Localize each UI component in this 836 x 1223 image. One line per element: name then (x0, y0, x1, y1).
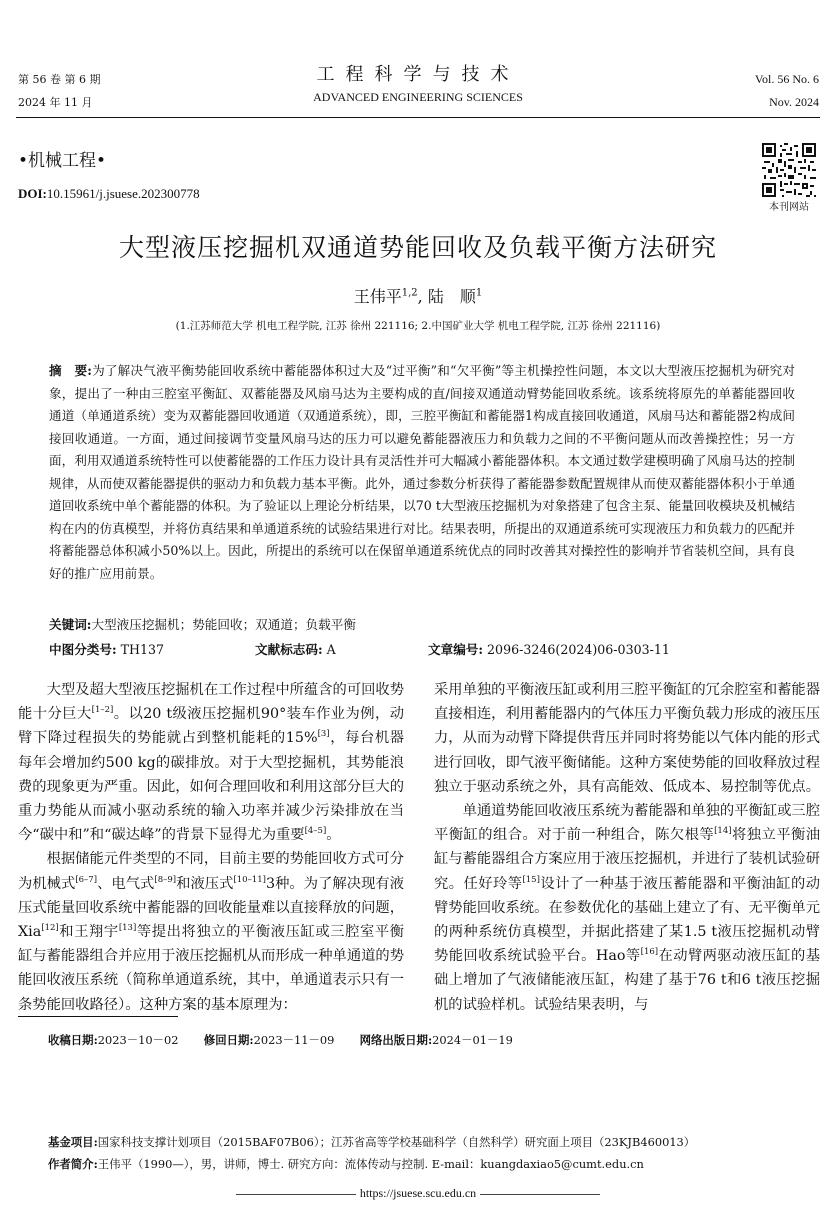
footer-url[interactable]: https://jsuese.scu.edu.cn (359, 1186, 477, 1200)
received-date: 2023－10－02 (97, 1033, 179, 1047)
date-en: Nov. 2024 (769, 95, 819, 109)
section-label: •机械工程• (18, 151, 107, 171)
received-label: 收稿日期: (48, 1033, 98, 1047)
abstract (49, 360, 795, 585)
body-column-right (434, 678, 820, 1017)
fund-footnote (48, 1134, 695, 1150)
body-paragraph: 大型及超大型液压挖掘机在工作过程中所蕴含的可回收势能十分巨大[1–2]。以20 t级液压挖掘机90°装车作业为例，动臂下降过程损失的势能就占到整机能耗的15%[3]，每台机器每年会增加约500 kg的碳排放。对于大型挖掘机，其势能浪费的现象更为严重。因此，如何合理回收和利用这部分巨大的重力势能从而减小驱动系统的输入功率并减少污染排放在当今“碳中和”和“碳达峰”的背景下显得尤为重要[4–5]。 (18, 682, 405, 844)
author-list: 王伟平$^{1,2}$, 陆 顺$^1$ (353, 287, 483, 306)
page-footer (0, 1186, 836, 1201)
citation[interactable]: [3] (317, 729, 330, 740)
header-right (755, 68, 819, 114)
body-column-left (18, 678, 404, 1017)
citation[interactable]: [15] (522, 874, 540, 885)
header-left (18, 68, 100, 114)
body-paragraph: 根据储能元件类型的不同，目前主要的势能回收方式可分为机械式[6–7]、电气式[8–9]和液压式[10–11]3种。为了解决现有液压式能量回收系统中蓄能器的回收能量难以直接释放的问题，Xia[12]和王翔宇[13]等提出将独立的平衡液压缸或三腔室平衡缸与蓄能器组合并应用于液压挖掘机从而形成一种单通道的势能回收液压系统（简称单通道系统，其中，单通道表示只有一条势能回收路径）。这种方案的基本原理为： (18, 851, 405, 1013)
author-bio-footnote (48, 1156, 644, 1172)
fund-text: 国家科技支撑计划项目（2015BAF07B06）；江苏省高等学校基础科学（自然科学）研究面上项目（23KJB460013） (97, 1135, 696, 1149)
article-number-value: 2096-3246(2024)06-0303-11 (487, 642, 670, 657)
keywords-text: 大型液压挖掘机；势能回收；双通道；负载平衡 (91, 617, 356, 632)
dates-footnote (48, 1032, 513, 1048)
clc-value: TH137 (120, 642, 165, 657)
citation[interactable]: [1–2] (91, 705, 114, 716)
citation[interactable]: [13] (118, 923, 137, 934)
online-date: 2024－01－19 (432, 1033, 513, 1047)
citation[interactable]: [8–9] (154, 874, 177, 885)
citation[interactable]: [14] (714, 826, 732, 837)
doi-line[interactable] (18, 186, 200, 202)
clc-label: 中图分类号: (49, 642, 117, 657)
affiliations: (1.江苏师范大学 机电工程学院, 江苏 徐州 221116; 2.中国矿业大学 机电工程学院, 江苏 徐州 221116) (175, 320, 661, 332)
keywords-label: 关键词: (49, 617, 92, 632)
volume-issue-cn: 第 56 卷 第 6 期 (18, 73, 101, 86)
abstract-text: 为了解决气液平衡势能回收系统中蓄能器体积过大及“过平衡”和“欠平衡”等主机操控性问题，本文以大型液压挖掘机为研究对象，提出了一种由三腔室平衡缸、双蓄能器及风扇马达为主要构成的直/间接双通道动臂势能回收系统。该系统将原先的单蓄能器回收通道（单通道系统）变为双蓄能器回收通道（双通道系统），即，三腔平衡缸和蓄能器1构成直接回收通道，风扇马达和蓄能器2构成间接回收通道。一方面，通过间接调节变量风扇马达的压力可以避免蓄能器液压力和负载力之间的不平衡问题从而改善操控性；另一方面，利用双通道系统特性可以使蓄能器的工作压力设计具有灵活性并可大幅减小蓄能器体积。本文通过数学建模明确了风扇马达的控制规律，从而使双蓄能器提供的驱动力和负载力基本平衡。此外，通过参数分析获得了蓄能器参数配置规律从而使双蓄能器体积小于单通道回收系统中单个蓄能器的体积。为了验证以上理论分析结果，以70 t大型液压挖掘机为对象搭建了包含主泵、能量回收模块及机械结构在内的仿真模型，并将仿真结果和单通道系统的试验结果进行对比。结果表明，所提出的双通道系统可实现液压力和负载力的匹配并将蓄能器总体积减小50%以上。因此，所提出的系统可以在保留单通道系统优点的同时改善其对操控性的影响并节省装机空间，具有良好的推广应用前景。 (49, 363, 795, 581)
journal-name-en: ADVANCED ENGINEERING SCIENCES (313, 90, 523, 104)
author-bio-text: 王伟平（1990—），男，讲师，博士. 研究方向：流体传动与控制. E-mail：kuangdaxiao5@cumt.edu.cn (97, 1157, 644, 1171)
paper-title: 大型液压挖掘机双通道势能回收及负载平衡方法研究 (118, 233, 717, 262)
qr-code-icon (762, 143, 816, 197)
abstract-label: 摘 要: (49, 363, 92, 378)
doi-value[interactable]: 10.15961/j.jsuese.202300778 (46, 186, 200, 201)
revised-date: 2023－11－09 (253, 1033, 335, 1047)
footer-rule-right (480, 1194, 600, 1195)
journal-name-cn: 工程科学与技术 (316, 64, 520, 85)
citation[interactable]: [16] (640, 947, 659, 958)
document-code (255, 639, 336, 658)
citation[interactable]: [10–11] (233, 874, 266, 885)
header-rule (16, 117, 820, 118)
fund-label: 基金项目: (48, 1135, 98, 1149)
clc-number (49, 639, 164, 658)
footer-rule-left (236, 1194, 356, 1195)
author-bio-label: 作者简介: (48, 1157, 98, 1171)
date-cn: 2024 年 11 月 (18, 96, 93, 109)
author-name: 陆 顺 (427, 287, 476, 306)
citation[interactable]: [4–5] (304, 826, 327, 837)
document-code-value: A (326, 642, 336, 657)
citation[interactable]: [6–7] (75, 874, 98, 885)
author-affiliation-mark: 1,2 (401, 287, 418, 299)
body-paragraph: 采用单独的平衡液压缸或利用三腔平衡缸的冗余腔室和蓄能器直接相连，利用蓄能器内的气体压力平衡负载力形成的液压压力，从而为动臂下降提供背压并同时将势能以气体内能的形式进行回收，即气液平衡储能。这种方案使势能的回收释放过程独立于驱动系统之外，具有高能效、低成本、易控制等优点。 (434, 682, 821, 795)
qr-caption: 本刊网站 (769, 202, 809, 213)
document-code-label: 文献标志码: (255, 642, 323, 657)
article-number-label: 文章编号: (428, 642, 484, 657)
revised-label: 修回日期: (203, 1033, 254, 1047)
volume-issue-en: Vol. 56 No. 6 (754, 72, 819, 86)
author-affiliation-mark: 1 (475, 287, 483, 299)
body-paragraph: 单通道势能回收液压系统为蓄能器和单独的平衡缸或三腔平衡缸的组合。对于前一种组合，陈欠根等[14]将独立平衡油缸与蓄能器组合方案应用于液压挖掘机，并进行了装机试验研究。任好玲等[15]设计了一种基于液压蓄能器和平衡油缸的动臂势能回收系统。在参数优化的基础上建立了有、无平衡单元的两种系统仿真模型，并据此搭建了某1.5 t液压挖掘机动臂势能回收系统试验平台。Hao等[16]在动臂两驱动液压缸的基础上增加了气液储能液压缸，构建了基于76 t和6 t液压挖掘机的试验样机。试验结果表明，与 (434, 803, 821, 1013)
online-label: 网络出版日期: (359, 1033, 433, 1047)
citation[interactable]: [12] (41, 923, 59, 934)
doi-label: DOI: (18, 186, 47, 201)
keywords (49, 614, 356, 633)
author-name: 王伟平 (353, 287, 402, 306)
article-number (428, 639, 670, 658)
journal-name (250, 62, 586, 106)
footnote-rule (18, 1016, 178, 1017)
